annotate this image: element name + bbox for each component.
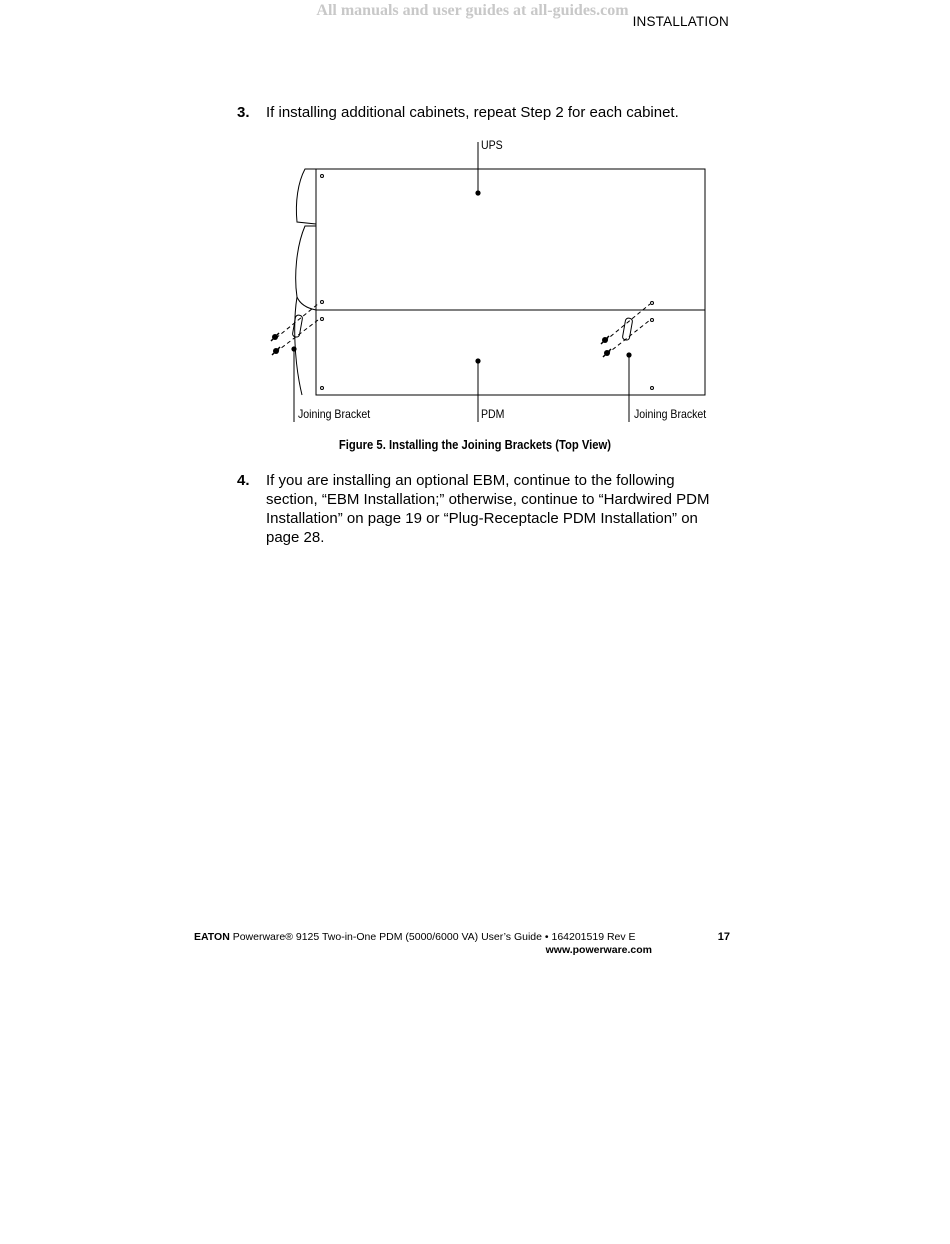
step-number: 4. <box>237 472 250 489</box>
cabinet-top-view-drawing <box>260 132 720 432</box>
label-joining-bracket-left: Joining Bracket <box>298 407 371 421</box>
figure-joining-brackets <box>260 132 720 432</box>
page-number: 17 <box>717 931 730 943</box>
label-ups: UPS <box>481 138 503 152</box>
footer-product: Powerware® 9125 Two-in-One PDM (5000/6000 VA) User’s Guide • 164201519 Rev E <box>232 931 636 943</box>
figure-caption: Figure 5. Installing the Joining Brackets (Top View) <box>338 438 612 452</box>
step-text: If installing additional cabinets, repeat Step 2 for each cabinet. <box>266 104 679 121</box>
footer-brand: EATON <box>194 931 230 943</box>
step-text: If you are installing an optional EBM, continue to the following section, “EBM Installation;” otherwise, continue to “Hardwired PDM Installation” on page 19 or “Plug-Receptacle PDM Installation” on page 28. <box>266 472 710 546</box>
label-pdm: PDM <box>481 407 505 421</box>
step-number: 3. <box>237 104 250 121</box>
footer-url: www.powerware.com <box>545 944 652 956</box>
label-joining-bracket-right: Joining Bracket <box>634 407 707 421</box>
section-header: INSTALLATION <box>632 14 729 29</box>
watermark: All manuals and user guides at all-guides.com <box>316 2 629 19</box>
